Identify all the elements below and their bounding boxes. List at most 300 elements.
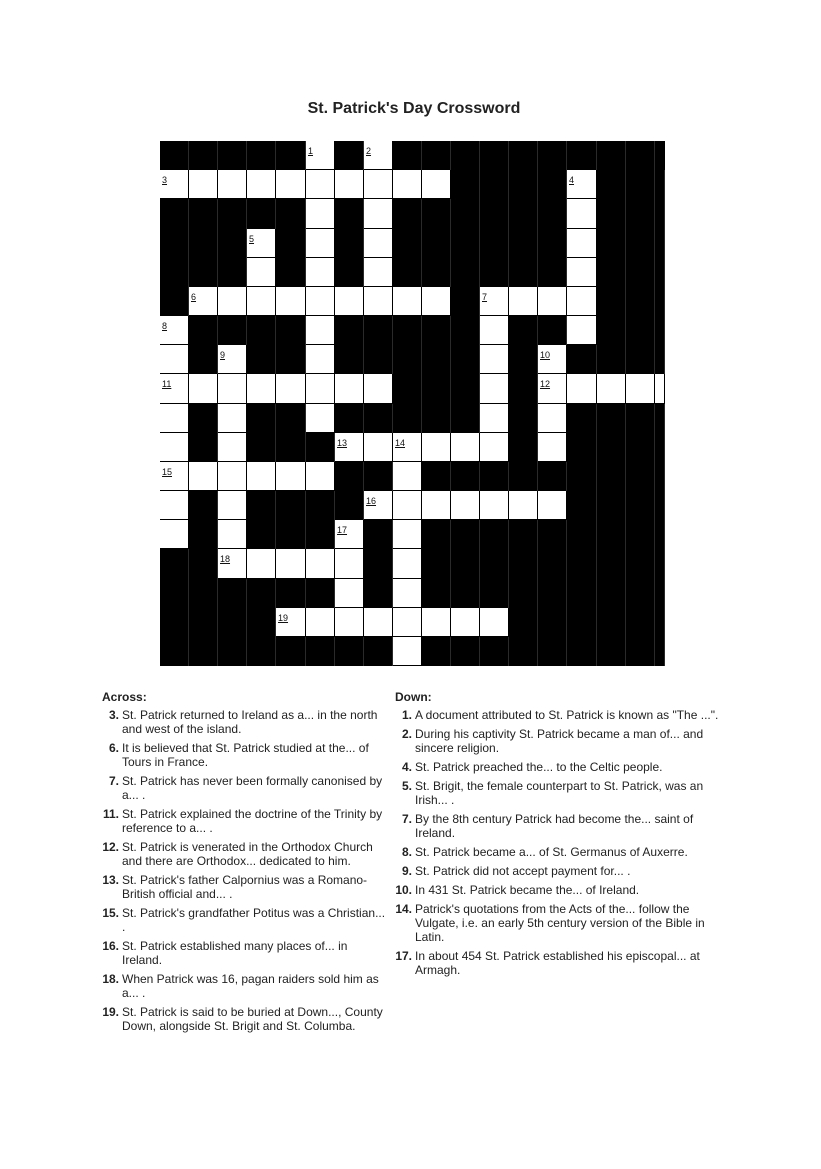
clue-number: 14 bbox=[395, 438, 406, 448]
grid-cell-blocked bbox=[538, 199, 567, 229]
grid-cell-blocked bbox=[160, 608, 189, 637]
across-clue bbox=[102, 708, 387, 736]
clue-number-label: 7. bbox=[108, 774, 119, 788]
clue-number: 13 bbox=[337, 438, 348, 448]
clue-number-label: 19. bbox=[102, 1005, 119, 1019]
across-clue bbox=[102, 774, 387, 802]
clue-text: When Patrick was 16, pagan raiders sold him as a... . bbox=[122, 972, 379, 1000]
grid-cell-blocked bbox=[247, 141, 276, 170]
grid-cell-open[interactable] bbox=[364, 608, 392, 636]
grid-cell-blocked bbox=[626, 345, 655, 374]
grid-cell-blocked bbox=[306, 637, 335, 666]
grid-cell-open[interactable] bbox=[393, 462, 421, 490]
grid-cell-blocked bbox=[626, 579, 655, 608]
grid-cell-blocked bbox=[567, 549, 597, 579]
grid-cell-open[interactable] bbox=[218, 374, 246, 403]
grid-cell-blocked bbox=[626, 462, 655, 491]
grid-cell-blocked bbox=[393, 199, 422, 229]
clue-number-label: 8. bbox=[401, 845, 412, 859]
grid-cell-blocked bbox=[655, 199, 665, 229]
clue-text: St. Patrick did not accept payment for... . bbox=[415, 864, 631, 878]
grid-cell-open[interactable] bbox=[480, 491, 508, 519]
grid-cell-blocked bbox=[626, 199, 655, 229]
grid-cell-blocked bbox=[509, 433, 538, 462]
down-heading: Down: bbox=[395, 690, 432, 704]
grid-cell-open[interactable] bbox=[335, 374, 363, 403]
grid-cell-open[interactable] bbox=[306, 462, 334, 490]
grid-cell-open[interactable] bbox=[160, 374, 188, 403]
clue-number: 1 bbox=[308, 146, 314, 156]
grid-cell-blocked bbox=[655, 404, 665, 433]
grid-cell-open[interactable] bbox=[276, 549, 305, 578]
grid-cell-blocked bbox=[247, 491, 276, 520]
grid-cell-open[interactable] bbox=[538, 374, 566, 403]
grid-cell-blocked bbox=[480, 637, 509, 666]
across-clue-list bbox=[102, 708, 387, 1033]
grid-cell-open[interactable] bbox=[480, 374, 508, 403]
grid-cell-open[interactable] bbox=[335, 608, 363, 636]
grid-cell-blocked bbox=[276, 520, 306, 549]
grid-cell-open[interactable] bbox=[393, 287, 421, 315]
grid-cell-open[interactable] bbox=[480, 316, 508, 344]
grid-cell-open[interactable] bbox=[538, 404, 566, 432]
across-clue bbox=[102, 807, 387, 835]
grid-cell-open[interactable] bbox=[160, 491, 188, 519]
grid-cell-blocked bbox=[509, 374, 538, 404]
grid-cell-open[interactable] bbox=[364, 258, 392, 286]
grid-cell-blocked bbox=[451, 141, 480, 170]
grid-cell-blocked bbox=[247, 199, 276, 229]
grid-cell-open[interactable] bbox=[393, 579, 421, 607]
grid-cell-blocked bbox=[451, 404, 480, 433]
clue-number: 8 bbox=[162, 321, 168, 331]
grid-cell-blocked bbox=[626, 520, 655, 549]
grid-cell-blocked bbox=[597, 345, 626, 374]
clue-number: 18 bbox=[220, 554, 231, 564]
grid-cell-open[interactable] bbox=[247, 374, 275, 403]
grid-cell-open[interactable] bbox=[364, 141, 392, 169]
grid-cell-blocked bbox=[189, 316, 218, 345]
grid-cell-open[interactable] bbox=[276, 608, 305, 636]
grid-cell-blocked bbox=[597, 462, 626, 491]
grid-cell-blocked bbox=[509, 345, 538, 374]
grid-cell-blocked bbox=[276, 404, 306, 433]
clue-number: 9 bbox=[220, 350, 226, 360]
grid-cell-blocked bbox=[509, 316, 538, 345]
grid-cell-blocked bbox=[189, 345, 218, 374]
clue-text: St. Patrick is said to be buried at Down..., County Down, alongside St. Brigit and St. Columba. bbox=[122, 1005, 383, 1033]
grid-cell-blocked bbox=[451, 229, 480, 258]
grid-cell-open[interactable] bbox=[480, 608, 508, 636]
grid-cell-blocked bbox=[422, 374, 451, 404]
grid-cell-blocked bbox=[364, 462, 393, 491]
grid-cell-blocked bbox=[597, 404, 626, 433]
grid-cell-blocked bbox=[655, 316, 665, 345]
grid-cell-blocked bbox=[160, 549, 189, 579]
grid-cell-open[interactable] bbox=[306, 404, 334, 432]
grid-cell-open[interactable] bbox=[364, 374, 392, 403]
grid-cell-blocked bbox=[655, 229, 665, 258]
grid-cell-open[interactable] bbox=[451, 491, 479, 519]
clue-text: St. Patrick has never been formally canonised by a... . bbox=[122, 774, 383, 802]
grid-cell-open[interactable] bbox=[160, 462, 188, 490]
clue-number-label: 11. bbox=[102, 807, 119, 821]
grid-cell-blocked bbox=[626, 404, 655, 433]
grid-cell-open[interactable] bbox=[218, 404, 246, 432]
grid-cell-blocked bbox=[247, 404, 276, 433]
grid-cell-blocked bbox=[451, 549, 480, 579]
grid-cell-open[interactable] bbox=[276, 462, 305, 490]
grid-cell-blocked bbox=[597, 579, 626, 608]
grid-cell-open[interactable] bbox=[306, 258, 334, 286]
down-clue bbox=[395, 845, 725, 859]
grid-cell-open[interactable] bbox=[538, 287, 566, 315]
grid-cell-blocked bbox=[597, 491, 626, 520]
grid-cell-blocked bbox=[509, 549, 538, 579]
grid-cell-open[interactable] bbox=[218, 345, 246, 373]
grid-cell-blocked bbox=[597, 520, 626, 549]
grid-cell-blocked bbox=[626, 229, 655, 258]
grid-cell-open[interactable] bbox=[247, 549, 275, 578]
grid-cell-open[interactable] bbox=[480, 404, 508, 432]
grid-cell-open[interactable] bbox=[364, 170, 392, 198]
across-clue bbox=[102, 906, 387, 934]
clue-text: It is believed that St. Patrick studied at the... of Tours in France. bbox=[122, 741, 369, 769]
grid-cell-open[interactable] bbox=[160, 520, 188, 548]
clue-number-label: 13. bbox=[102, 873, 119, 887]
grid-cell-open[interactable] bbox=[276, 170, 305, 198]
grid-cell-blocked bbox=[335, 462, 364, 491]
grid-cell-open[interactable] bbox=[364, 199, 392, 228]
grid-cell-blocked bbox=[393, 141, 422, 170]
grid-cell-open[interactable] bbox=[567, 287, 596, 315]
grid-cell-open[interactable] bbox=[393, 433, 421, 461]
grid-cell-blocked bbox=[364, 637, 393, 666]
grid-cell-open[interactable] bbox=[306, 170, 334, 198]
grid-cell-open[interactable] bbox=[480, 345, 508, 373]
grid-cell-blocked bbox=[567, 141, 597, 170]
across-clues bbox=[102, 690, 387, 1038]
down-clue bbox=[395, 727, 725, 755]
grid-cell-blocked bbox=[509, 199, 538, 229]
grid-cell-blocked bbox=[509, 520, 538, 549]
grid-cell-blocked bbox=[393, 258, 422, 287]
grid-cell-blocked bbox=[218, 637, 247, 666]
grid-cell-open[interactable] bbox=[393, 549, 421, 578]
grid-cell-blocked bbox=[538, 170, 567, 199]
grid-cell-blocked bbox=[364, 520, 393, 549]
grid-cell-blocked bbox=[480, 141, 509, 170]
grid-cell-blocked bbox=[655, 433, 665, 462]
grid-cell-open[interactable] bbox=[538, 433, 566, 461]
grid-cell-open[interactable] bbox=[335, 549, 363, 578]
grid-cell-blocked bbox=[422, 637, 451, 666]
grid-cell-open[interactable] bbox=[567, 316, 596, 344]
clue-text: St. Patrick is venerated in the Orthodox Church and there are Orthodox... dedicated to him. bbox=[122, 840, 373, 868]
grid-cell-blocked bbox=[247, 316, 276, 345]
grid-cell-blocked bbox=[364, 345, 393, 374]
grid-cell-blocked bbox=[538, 549, 567, 579]
grid-cell-blocked bbox=[509, 608, 538, 637]
grid-cell-blocked bbox=[567, 462, 597, 491]
down-clue bbox=[395, 812, 725, 840]
clue-number-label: 9. bbox=[401, 864, 412, 878]
grid-cell-open[interactable] bbox=[306, 374, 334, 403]
clue-text: During his captivity St. Patrick became a man of... and sincere religion. bbox=[415, 727, 704, 755]
grid-cell-blocked bbox=[509, 462, 538, 491]
across-clue bbox=[102, 939, 387, 967]
grid-cell-open[interactable] bbox=[160, 170, 188, 198]
grid-cell-open[interactable] bbox=[247, 462, 275, 490]
grid-cell-blocked bbox=[567, 345, 597, 374]
grid-cell-open[interactable] bbox=[393, 170, 421, 198]
grid-cell-blocked bbox=[538, 316, 567, 345]
grid-cell-open[interactable] bbox=[335, 433, 363, 461]
grid-cell-blocked bbox=[597, 170, 626, 199]
grid-cell-blocked bbox=[335, 491, 364, 520]
grid-cell-open[interactable] bbox=[160, 345, 188, 373]
grid-cell-open[interactable] bbox=[393, 637, 421, 665]
grid-cell-blocked bbox=[509, 404, 538, 433]
grid-cell-open[interactable] bbox=[218, 549, 246, 578]
grid-cell-blocked bbox=[509, 170, 538, 199]
grid-cell-open[interactable] bbox=[306, 345, 334, 373]
clue-number: 10 bbox=[540, 350, 551, 360]
grid-cell-blocked bbox=[597, 549, 626, 579]
grid-cell-open[interactable] bbox=[306, 549, 334, 578]
grid-cell-blocked bbox=[189, 199, 218, 229]
grid-cell-open[interactable] bbox=[364, 287, 392, 315]
grid-cell-blocked bbox=[247, 520, 276, 549]
grid-cell-open[interactable] bbox=[189, 287, 217, 315]
grid-cell-blocked bbox=[451, 374, 480, 404]
grid-cell-blocked bbox=[276, 579, 306, 608]
clue-number: 7 bbox=[482, 292, 488, 302]
grid-cell-blocked bbox=[655, 579, 665, 608]
grid-cell-blocked bbox=[189, 637, 218, 666]
grid-cell-blocked bbox=[655, 549, 665, 579]
grid-cell-blocked bbox=[364, 579, 393, 608]
grid-cell-open[interactable] bbox=[218, 287, 246, 315]
grid-cell-blocked bbox=[655, 520, 665, 549]
grid-cell-open[interactable] bbox=[335, 520, 363, 548]
grid-cell-blocked bbox=[422, 345, 451, 374]
grid-cell-open[interactable] bbox=[509, 287, 537, 315]
grid-cell-open[interactable] bbox=[364, 433, 392, 461]
grid-cell-open[interactable] bbox=[189, 170, 217, 198]
grid-cell-blocked bbox=[393, 316, 422, 345]
grid-cell-blocked bbox=[160, 579, 189, 608]
grid-cell-blocked bbox=[655, 345, 665, 374]
grid-cell-open[interactable] bbox=[422, 170, 450, 198]
grid-cell-open[interactable] bbox=[335, 170, 363, 198]
clue-number-label: 3. bbox=[108, 708, 119, 722]
grid-cell-blocked bbox=[335, 404, 364, 433]
grid-cell-open[interactable] bbox=[509, 491, 537, 519]
grid-cell-blocked bbox=[160, 199, 189, 229]
grid-cell-open[interactable] bbox=[393, 520, 421, 548]
grid-cell-blocked bbox=[567, 520, 597, 549]
grid-cell-blocked bbox=[189, 579, 218, 608]
grid-cell-open[interactable] bbox=[567, 374, 596, 403]
grid-cell-blocked bbox=[480, 579, 509, 608]
grid-cell-blocked bbox=[160, 287, 189, 316]
grid-cell-blocked bbox=[160, 141, 189, 170]
grid-cell-open[interactable] bbox=[276, 287, 305, 315]
grid-cell-open[interactable] bbox=[626, 374, 654, 403]
grid-cell-blocked bbox=[393, 374, 422, 404]
grid-cell-blocked bbox=[364, 404, 393, 433]
grid-cell-blocked bbox=[626, 316, 655, 345]
grid-cell-blocked bbox=[538, 462, 567, 491]
grid-cell-open[interactable] bbox=[306, 287, 334, 315]
grid-cell-open[interactable] bbox=[218, 520, 246, 548]
grid-cell-blocked bbox=[189, 491, 218, 520]
grid-cell-blocked bbox=[189, 520, 218, 549]
grid-cell-open[interactable] bbox=[247, 258, 275, 286]
grid-cell-open[interactable] bbox=[393, 491, 421, 519]
grid-cell-blocked bbox=[538, 141, 567, 170]
grid-cell-open[interactable] bbox=[567, 199, 596, 228]
grid-cell-open[interactable] bbox=[451, 608, 479, 636]
grid-cell-open[interactable] bbox=[655, 374, 664, 403]
grid-cell-blocked bbox=[247, 579, 276, 608]
grid-cell-open[interactable] bbox=[364, 491, 392, 519]
grid-cell-open[interactable] bbox=[218, 170, 246, 198]
grid-cell-open[interactable] bbox=[480, 433, 508, 461]
grid-cell-open[interactable] bbox=[306, 229, 334, 257]
grid-cell-open[interactable] bbox=[422, 433, 450, 461]
grid-cell-open[interactable] bbox=[597, 374, 625, 403]
grid-cell-blocked bbox=[626, 170, 655, 199]
clue-text: In 431 St. Patrick became the... of Ireland. bbox=[415, 883, 640, 897]
grid-cell-open[interactable] bbox=[189, 374, 217, 403]
grid-cell-blocked bbox=[567, 637, 597, 666]
grid-cell-blocked bbox=[451, 462, 480, 491]
clue-number-label: 7. bbox=[401, 812, 412, 826]
grid-cell-open[interactable] bbox=[538, 345, 566, 373]
grid-cell-blocked bbox=[626, 549, 655, 579]
grid-cell-open[interactable] bbox=[393, 608, 421, 636]
grid-cell-blocked bbox=[597, 316, 626, 345]
grid-cell-blocked bbox=[480, 229, 509, 258]
grid-cell-blocked bbox=[509, 637, 538, 666]
clue-number-label: 16. bbox=[102, 939, 119, 953]
clue-text: St. Brigit, the female counterpart to St. Patrick, was an Irish... . bbox=[415, 779, 704, 807]
grid-cell-blocked bbox=[276, 258, 306, 287]
grid-cell-open[interactable] bbox=[306, 141, 334, 169]
grid-cell-open[interactable] bbox=[306, 199, 334, 228]
clue-text: St. Patrick returned to Ireland as a... in the north and west of the island. bbox=[122, 708, 378, 736]
grid-cell-open[interactable] bbox=[335, 287, 363, 315]
grid-cell-blocked bbox=[276, 345, 306, 374]
grid-cell-open[interactable] bbox=[451, 433, 479, 461]
grid-cell-blocked bbox=[480, 199, 509, 229]
grid-cell-blocked bbox=[160, 637, 189, 666]
grid-cell-blocked bbox=[538, 608, 567, 637]
grid-cell-open[interactable] bbox=[247, 170, 275, 198]
grid-cell-blocked bbox=[451, 345, 480, 374]
grid-cell-open[interactable] bbox=[335, 579, 363, 607]
down-clue bbox=[395, 902, 725, 944]
grid-cell-blocked bbox=[451, 316, 480, 345]
grid-cell-blocked bbox=[451, 199, 480, 229]
grid-cell-blocked bbox=[480, 258, 509, 287]
clue-number-label: 18. bbox=[102, 972, 119, 986]
grid-cell-open[interactable] bbox=[218, 462, 246, 490]
grid-cell-blocked bbox=[189, 433, 218, 462]
grid-cell-open[interactable] bbox=[422, 608, 450, 636]
clue-number: 15 bbox=[162, 467, 173, 477]
grid-cell-blocked bbox=[247, 637, 276, 666]
grid-cell-open[interactable] bbox=[247, 287, 275, 315]
clue-number: 16 bbox=[366, 496, 377, 506]
grid-cell-blocked bbox=[451, 258, 480, 287]
grid-cell-open[interactable] bbox=[218, 491, 246, 519]
grid-cell-blocked bbox=[655, 637, 665, 666]
grid-cell-blocked bbox=[538, 258, 567, 287]
across-clue bbox=[102, 972, 387, 1000]
clue-text: St. Patrick preached the... to the Celtic people. bbox=[415, 760, 663, 774]
grid-cell-open[interactable] bbox=[422, 491, 450, 519]
grid-cell-blocked bbox=[480, 549, 509, 579]
grid-cell-open[interactable] bbox=[218, 433, 246, 461]
grid-cell-blocked bbox=[335, 199, 364, 229]
grid-cell-blocked bbox=[538, 637, 567, 666]
grid-cell-open[interactable] bbox=[189, 462, 217, 490]
grid-cell-open[interactable] bbox=[422, 287, 450, 315]
clue-number-label: 5. bbox=[401, 779, 412, 793]
clue-number: 11 bbox=[162, 379, 172, 389]
grid-cell-open[interactable] bbox=[567, 229, 596, 257]
clue-number-label: 2. bbox=[401, 727, 412, 741]
grid-cell-blocked bbox=[393, 345, 422, 374]
grid-cell-blocked bbox=[567, 433, 597, 462]
clue-number: 4 bbox=[569, 175, 575, 185]
grid-cell-open[interactable] bbox=[247, 229, 275, 257]
grid-cell-blocked bbox=[247, 433, 276, 462]
grid-cell-blocked bbox=[306, 433, 335, 462]
grid-cell-open[interactable] bbox=[306, 316, 334, 344]
grid-cell-blocked bbox=[160, 258, 189, 287]
grid-cell-blocked bbox=[626, 287, 655, 316]
grid-cell-blocked bbox=[597, 608, 626, 637]
grid-cell-blocked bbox=[538, 229, 567, 258]
grid-cell-open[interactable] bbox=[364, 229, 392, 257]
grid-cell-open[interactable] bbox=[276, 374, 305, 403]
clue-number-label: 17. bbox=[395, 949, 412, 963]
grid-cell-blocked bbox=[597, 229, 626, 258]
grid-cell-open[interactable] bbox=[480, 287, 508, 315]
clue-number: 17 bbox=[337, 525, 348, 535]
grid-cell-open[interactable] bbox=[567, 170, 596, 198]
grid-cell-blocked bbox=[364, 549, 393, 579]
grid-cell-open[interactable] bbox=[160, 316, 188, 344]
grid-cell-open[interactable] bbox=[160, 404, 188, 432]
across-clue bbox=[102, 873, 387, 901]
grid-cell-blocked bbox=[480, 170, 509, 199]
grid-cell-open[interactable] bbox=[306, 608, 334, 636]
grid-cell-blocked bbox=[509, 258, 538, 287]
grid-cell-blocked bbox=[597, 258, 626, 287]
grid-cell-open[interactable] bbox=[538, 491, 566, 519]
grid-cell-blocked bbox=[422, 520, 451, 549]
grid-cell-blocked bbox=[276, 229, 306, 258]
grid-cell-open[interactable] bbox=[567, 258, 596, 286]
grid-cell-blocked bbox=[626, 258, 655, 287]
grid-cell-open[interactable] bbox=[160, 433, 188, 461]
across-heading: Across: bbox=[102, 690, 147, 704]
